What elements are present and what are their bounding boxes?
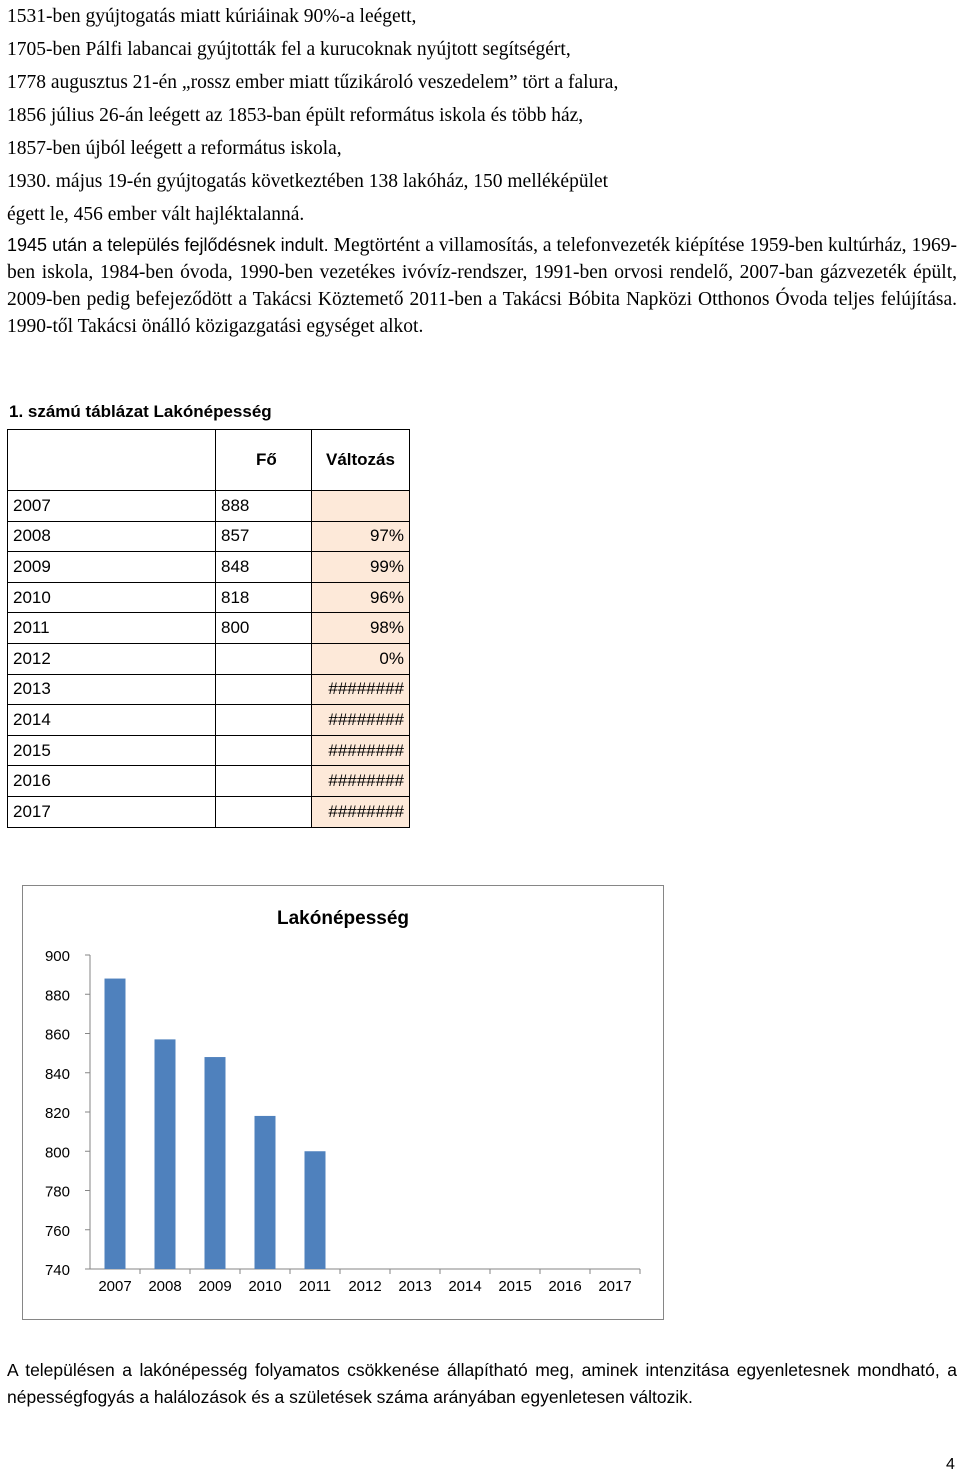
cell-count xyxy=(216,796,312,827)
cell-year: 2010 xyxy=(8,582,216,613)
cell-year: 2014 xyxy=(8,705,216,736)
table-row xyxy=(8,521,410,552)
table-row xyxy=(8,582,410,613)
cell-change: ######## xyxy=(312,735,410,766)
cell-count: 848 xyxy=(216,552,312,583)
table-row xyxy=(8,674,410,705)
cell-count xyxy=(216,674,312,705)
x-tick-label: 2015 xyxy=(498,1278,532,1295)
cell-year: 2016 xyxy=(8,766,216,797)
y-tick-label: 820 xyxy=(44,1105,70,1122)
x-tick-label: 2016 xyxy=(548,1278,582,1295)
header-year xyxy=(8,430,216,491)
history-line: égett le, 456 ember vált hajléktalanná. xyxy=(7,204,305,225)
bar-2009 xyxy=(205,1057,226,1269)
cell-year: 2017 xyxy=(8,796,216,827)
bar-2007 xyxy=(105,979,126,1269)
cell-year: 2007 xyxy=(8,491,216,522)
x-tick-label: 2007 xyxy=(98,1278,132,1295)
cell-change: 0% xyxy=(312,643,410,674)
cell-change: 96% xyxy=(312,582,410,613)
history-line: 1857-ben újból leégett a református iskola, xyxy=(7,138,342,159)
table-row xyxy=(8,552,410,583)
history-line: 1531-ben gyújtogatás miatt kúriáinak 90%-a leégett, xyxy=(7,6,417,27)
cell-count xyxy=(216,705,312,736)
y-tick-label: 860 xyxy=(44,1026,70,1044)
x-tick-label: 2014 xyxy=(448,1278,482,1295)
x-tick-label: 2013 xyxy=(398,1278,432,1295)
table-row xyxy=(8,643,410,674)
chart-svg xyxy=(23,886,663,1319)
cell-change: ######## xyxy=(312,796,410,827)
x-tick-label: 2012 xyxy=(348,1278,382,1295)
history-line: 1856 július 26-án leégett az 1853-ban épült református iskola és több ház, xyxy=(7,105,584,126)
y-tick-label: 740 xyxy=(44,1262,70,1279)
y-tick-label: 840 xyxy=(44,1065,70,1083)
cell-change: 99% xyxy=(312,552,410,583)
cell-count: 857 xyxy=(216,521,312,552)
chart-title: Lakónépesség xyxy=(277,908,409,929)
cell-change: 98% xyxy=(312,613,410,644)
cell-count: 818 xyxy=(216,582,312,613)
y-tick-label: 760 xyxy=(44,1222,70,1240)
cell-year: 2015 xyxy=(8,735,216,766)
table-header-row xyxy=(8,430,410,491)
y-tick-label: 880 xyxy=(44,987,70,1005)
y-tick-label: 900 xyxy=(44,948,70,965)
cell-count xyxy=(216,735,312,766)
cell-year: 2009 xyxy=(8,552,216,583)
history-line: 1705-ben Pálfi labancai gyújtották fel a kurucoknak nyújtott segítségért, xyxy=(7,39,571,60)
table-row xyxy=(8,796,410,827)
population-table xyxy=(7,429,410,828)
cell-year: 2013 xyxy=(8,674,216,705)
x-tick-label: 2009 xyxy=(198,1278,232,1295)
population-chart xyxy=(22,885,664,1320)
x-tick-label: 2010 xyxy=(248,1278,282,1295)
table-row xyxy=(8,705,410,736)
header-change: Változás xyxy=(312,430,410,491)
cell-count: 800 xyxy=(216,613,312,644)
table-row xyxy=(8,735,410,766)
conclusion-paragraph: A településen a lakónépesség folyamatos csökkenése állapítható meg, aminek intenzitása egyenletesnek mondható, a népességfogyás a halálozások és a születések száma arányában egyenletesen változik. xyxy=(7,1360,957,1407)
cell-year: 2011 xyxy=(8,613,216,644)
cell-change: ######## xyxy=(312,766,410,797)
cell-change: 97% xyxy=(312,521,410,552)
cell-year: 2008 xyxy=(8,521,216,552)
y-tick-label: 800 xyxy=(44,1144,70,1162)
development-lead: 1945 után a település fejlődésnek indult. xyxy=(7,235,329,255)
development-paragraph xyxy=(7,232,957,340)
header-count: Fő xyxy=(216,430,312,491)
cell-change xyxy=(312,491,410,522)
cell-year: 2012 xyxy=(8,643,216,674)
cell-change: ######## xyxy=(312,674,410,705)
cell-change: ######## xyxy=(312,705,410,736)
history-line: 1778 augusztus 21-én „rossz ember miatt tűzikároló veszedelem” tört a falura, xyxy=(7,72,619,93)
table-row xyxy=(8,613,410,644)
x-tick-label: 2011 xyxy=(298,1278,332,1295)
history-line: 1930. május 19-én gyújtogatás következtében 138 lakóház, 150 melléképület xyxy=(7,171,609,192)
cell-count xyxy=(216,766,312,797)
table-row xyxy=(8,491,410,522)
table-row xyxy=(8,766,410,797)
page-number: 4 xyxy=(946,1456,955,1473)
table-caption: 1. számú táblázat Lakónépesség xyxy=(9,402,272,421)
bar-2010 xyxy=(255,1116,276,1269)
x-tick-label: 2017 xyxy=(598,1278,632,1295)
history-list xyxy=(7,0,957,231)
y-tick-label: 780 xyxy=(44,1183,70,1201)
bar-2008 xyxy=(155,1039,176,1269)
cell-count: 888 xyxy=(216,491,312,522)
bar-2011 xyxy=(305,1151,326,1269)
cell-count xyxy=(216,643,312,674)
x-tick-label: 2008 xyxy=(148,1278,182,1295)
development-text: Megtörtént a villamosítás, a telefonvezeték kiépítése 1959-ben kultúrház, 1969-ben iskola, 1984-ben óvoda, 1990-ben vezetékes ivóvíz-rendszer, 1991-ben orvosi rendelő, 2007-ban gázvezeték épült, 2009-ben pedig befejeződött a Takácsi Köztemető 2011-ben a Takácsi Bóbita Napközi Otthonos Óvoda teljes felújítása. 1990-től Takácsi önálló közigazgatási egységet alkot. xyxy=(7,235,957,337)
